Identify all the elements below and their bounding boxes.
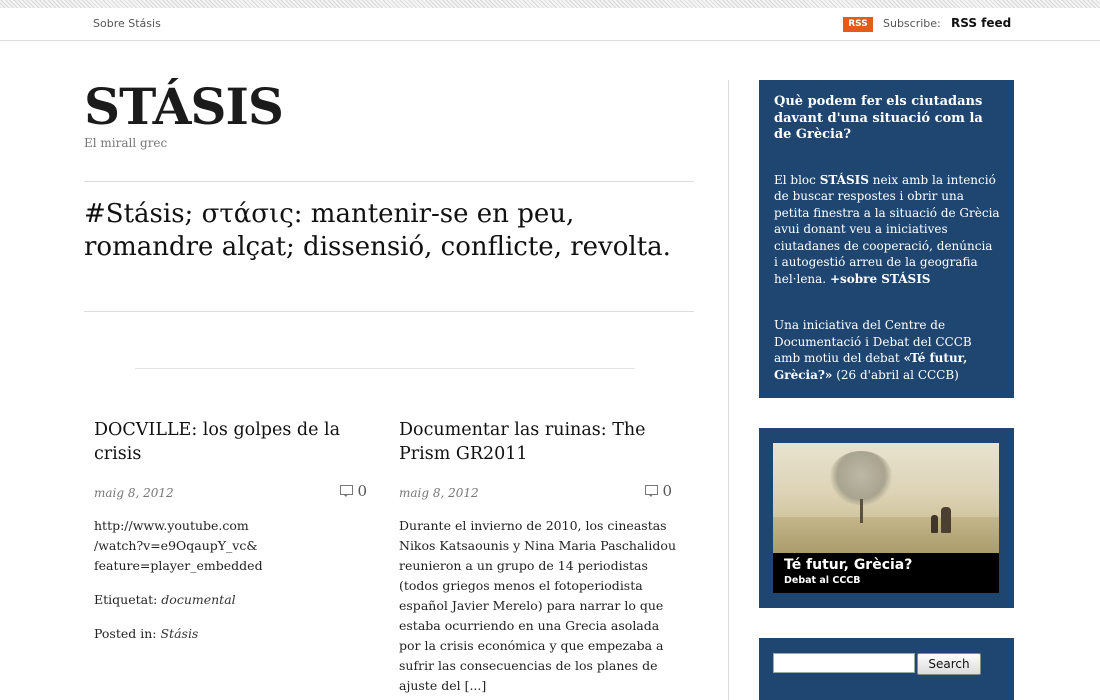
post-date: maig 8, 2012 [399, 486, 479, 500]
category-link-stasis[interactable]: Stásis [160, 626, 199, 641]
post-video-url[interactable] [94, 516, 379, 576]
search-input[interactable] [773, 653, 915, 673]
widget-paragraph [774, 172, 1000, 288]
sidebar-search-widget [759, 638, 1014, 700]
read-more-link[interactable]: [...] [464, 678, 487, 693]
sidebar-about-widget [759, 80, 1014, 398]
subscribe-label: Subscribe: [883, 17, 941, 30]
site-motto: #Stásis; στάσις: mantenir-se en peu, romandre alçat; dissensió, conflicte, revolta. [84, 199, 671, 262]
debate-banner[interactable] [773, 443, 999, 593]
banner-caption [773, 553, 999, 593]
divider [84, 181, 694, 182]
comment-icon[interactable] [340, 485, 353, 495]
post-tags [94, 590, 379, 610]
about-page-link[interactable]: Sobre Stásis [93, 17, 161, 30]
post-meta [399, 482, 684, 504]
post-excerpt [399, 516, 684, 696]
comment-icon[interactable] [645, 485, 658, 495]
top-decorative-stripe [0, 0, 1100, 8]
child-figure [931, 515, 938, 533]
excerpt-text: Durante el invierno de 2010, los cineastas Nikos Katsaounis y Nina Maria Paschalidou reunieron a un grupo de 14 periodistas (todos griegos menos el fotoperiodista español Javier Merelo) para narrar lo que estaba ocurriendo en una Grecia asolada por la crisis económica y que empezaba a sufrir las consecuencias de los planes de ajuste del [399, 518, 677, 693]
text: neix amb la intenció de buscar respostes i obrir una petita finestra a la situació de Grècia avui donant veu a iniciatives ciutadanes de cooperació, denúncia i autogestió arreu de la geografia hel·lena. [774, 172, 1000, 286]
post-title[interactable]: DOCVILLE: los golpes de la crisis [94, 420, 341, 464]
post-date: maig 8, 2012 [94, 486, 174, 500]
post-documentar-ruinas [399, 418, 684, 696]
category-label: Posted in: [94, 626, 157, 641]
banner-title: Té futur, Grècia? [784, 557, 913, 573]
site-title[interactable]: STÁSIS [84, 77, 283, 136]
rss-feed-link[interactable]: RSS feed [951, 16, 1012, 30]
rss-icon[interactable]: RSS [843, 17, 873, 32]
search-button[interactable]: Search [917, 653, 981, 675]
divider [84, 311, 694, 312]
divider [135, 368, 635, 369]
post-docville [94, 418, 379, 658]
site-tagline: El mirall grec [84, 136, 168, 150]
comment-count[interactable]: 0 [662, 482, 672, 500]
tree-illustration [829, 451, 893, 505]
banner-image-field [773, 517, 999, 553]
top-bar [0, 8, 1100, 41]
tags-label: Etiquetat: [94, 592, 158, 607]
url-line: feature=player_embedded [94, 558, 263, 573]
url-line: http://www.youtube.com [94, 518, 249, 533]
debate-link[interactable]: «Té futur, Grècia?» [774, 351, 968, 382]
brand-name: STÁSIS [819, 172, 869, 187]
sidebar-divider [728, 80, 729, 700]
text: Una iniciativa del Centre de Documentació i Debat del CCCB amb motiu del debat [774, 318, 972, 365]
widget-heading: Què podem fer els ciutadans davant d'una situació com la de Grècia? [774, 94, 983, 142]
tag-link-documental[interactable]: documental [161, 592, 236, 607]
tree-trunk [860, 499, 863, 523]
sidebar-banner-widget [759, 428, 1014, 608]
url-line: /watch?v=e9OqaupY_vc& [94, 538, 258, 553]
banner-subtitle: Debat al CCCB [784, 575, 861, 586]
post-body [94, 516, 379, 644]
post-body [399, 516, 684, 696]
comment-count[interactable]: 0 [357, 482, 367, 500]
person-figure [941, 507, 951, 533]
about-more-link[interactable]: +sobre STÁSIS [829, 271, 931, 286]
post-title[interactable]: Documentar las ruinas: The Prism GR2011 [399, 420, 646, 464]
post-category [94, 624, 379, 644]
post-meta [94, 482, 379, 504]
widget-paragraph [774, 317, 1000, 383]
text: (26 d'abril al CCCB) [832, 367, 959, 382]
text: El bloc [774, 172, 820, 187]
